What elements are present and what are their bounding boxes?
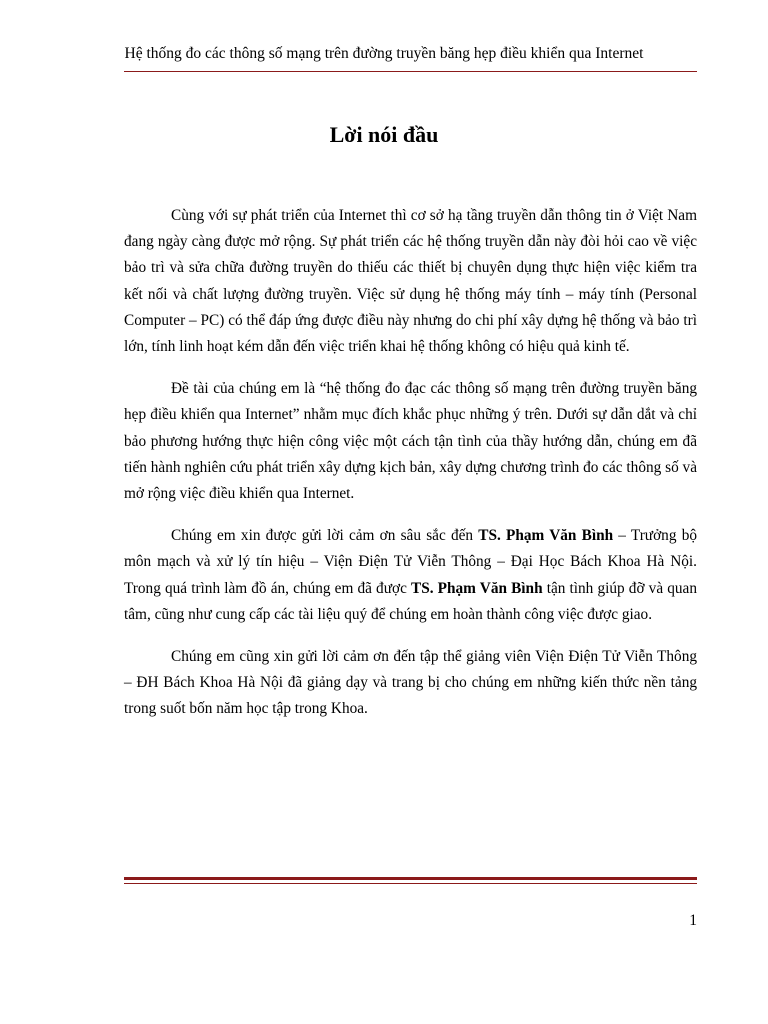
paragraph-1: Cùng với sự phát triển của Internet thì cơ sở hạ tầng truyền dẫn thông tin ở Việt Nam đang ngày càng được mở rộng. Sự phát triển các hệ thống truyền dẫn này đòi hỏi cao về việc bảo trì và sửa chữa đường truyền do thiếu các thiết bị chuyên dụng thực hiện việc kiểm tra kết nối và chất lượng đường truyền. Việc sử dụng hệ thống máy tính – máy tính (Personal Computer – PC) có thể đáp ứng được điều này nhưng do chi phí xây dựng hệ thống và bảo trì lớn, tính linh hoạt kém dẫn đến việc triển khai hệ thống không có hiệu quả kinh tế.	[124, 207, 697, 356]
footer-rule-thin	[124, 883, 697, 884]
paragraph-3-part-3: tận tình giúp đỡ và quan tâm, cũng như cung cấp các tài liệu quý để chúng em hoàn thành công việc được giao.	[124, 579, 697, 623]
paragraph-4: Chúng em cũng xin gửi lời cảm ơn đến tập thể giảng viên Viện Điện Tử Viễn Thông – ĐH Bách Khoa Hà Nội đã giảng dạy và trang bị cho chúng em những kiến thức nền tảng trong suốt bốn năm học tập trong Khoa.	[124, 648, 697, 718]
paragraph-2: Đề tài của chúng em là “hệ thống đo đạc các thông số mạng trên đường truyền băng hẹp điều khiển qua Internet” nhằm mục đích khắc phục những ý trên. Dưới sự dẫn dắt và chỉ bảo phương hướng thực hiện công việc một cách tận tình của thầy hướng dẫn, chúng em đã tiến hành nghiên cứu phát triển xây dựng kịch bản, xây dựng chương trình đo các thông số và mở rộng việc điều khiển qua Internet.	[124, 380, 697, 503]
advisor-name-2: TS. Phạm Văn Bình	[411, 579, 543, 597]
page-number: 1	[689, 912, 697, 929]
running-header: Hệ thống đo các thông số mạng trên đường truyền băng hẹp điều khiển qua Internet	[124, 45, 644, 62]
advisor-name-1: TS. Phạm Văn Bình	[478, 527, 614, 545]
paragraph-3-part-1: Chúng em xin được gửi lời cảm ơn sâu sắc đến	[171, 527, 479, 545]
header-rule	[124, 71, 697, 72]
paragraph-3-part-2: – Trưởng bộ môn mạch và xử lý tín hiệu – Viện Điện Tử Viễn Thông – Đại Học Bách Khoa Hà Nội. Trong quá trình làm đồ án, chúng em đã được	[124, 527, 697, 597]
body-text	[124, 203, 697, 739]
page-title: Lời nói đầu	[329, 122, 439, 147]
footer-rule-thick	[124, 877, 697, 880]
paragraph-3	[124, 523, 697, 628]
